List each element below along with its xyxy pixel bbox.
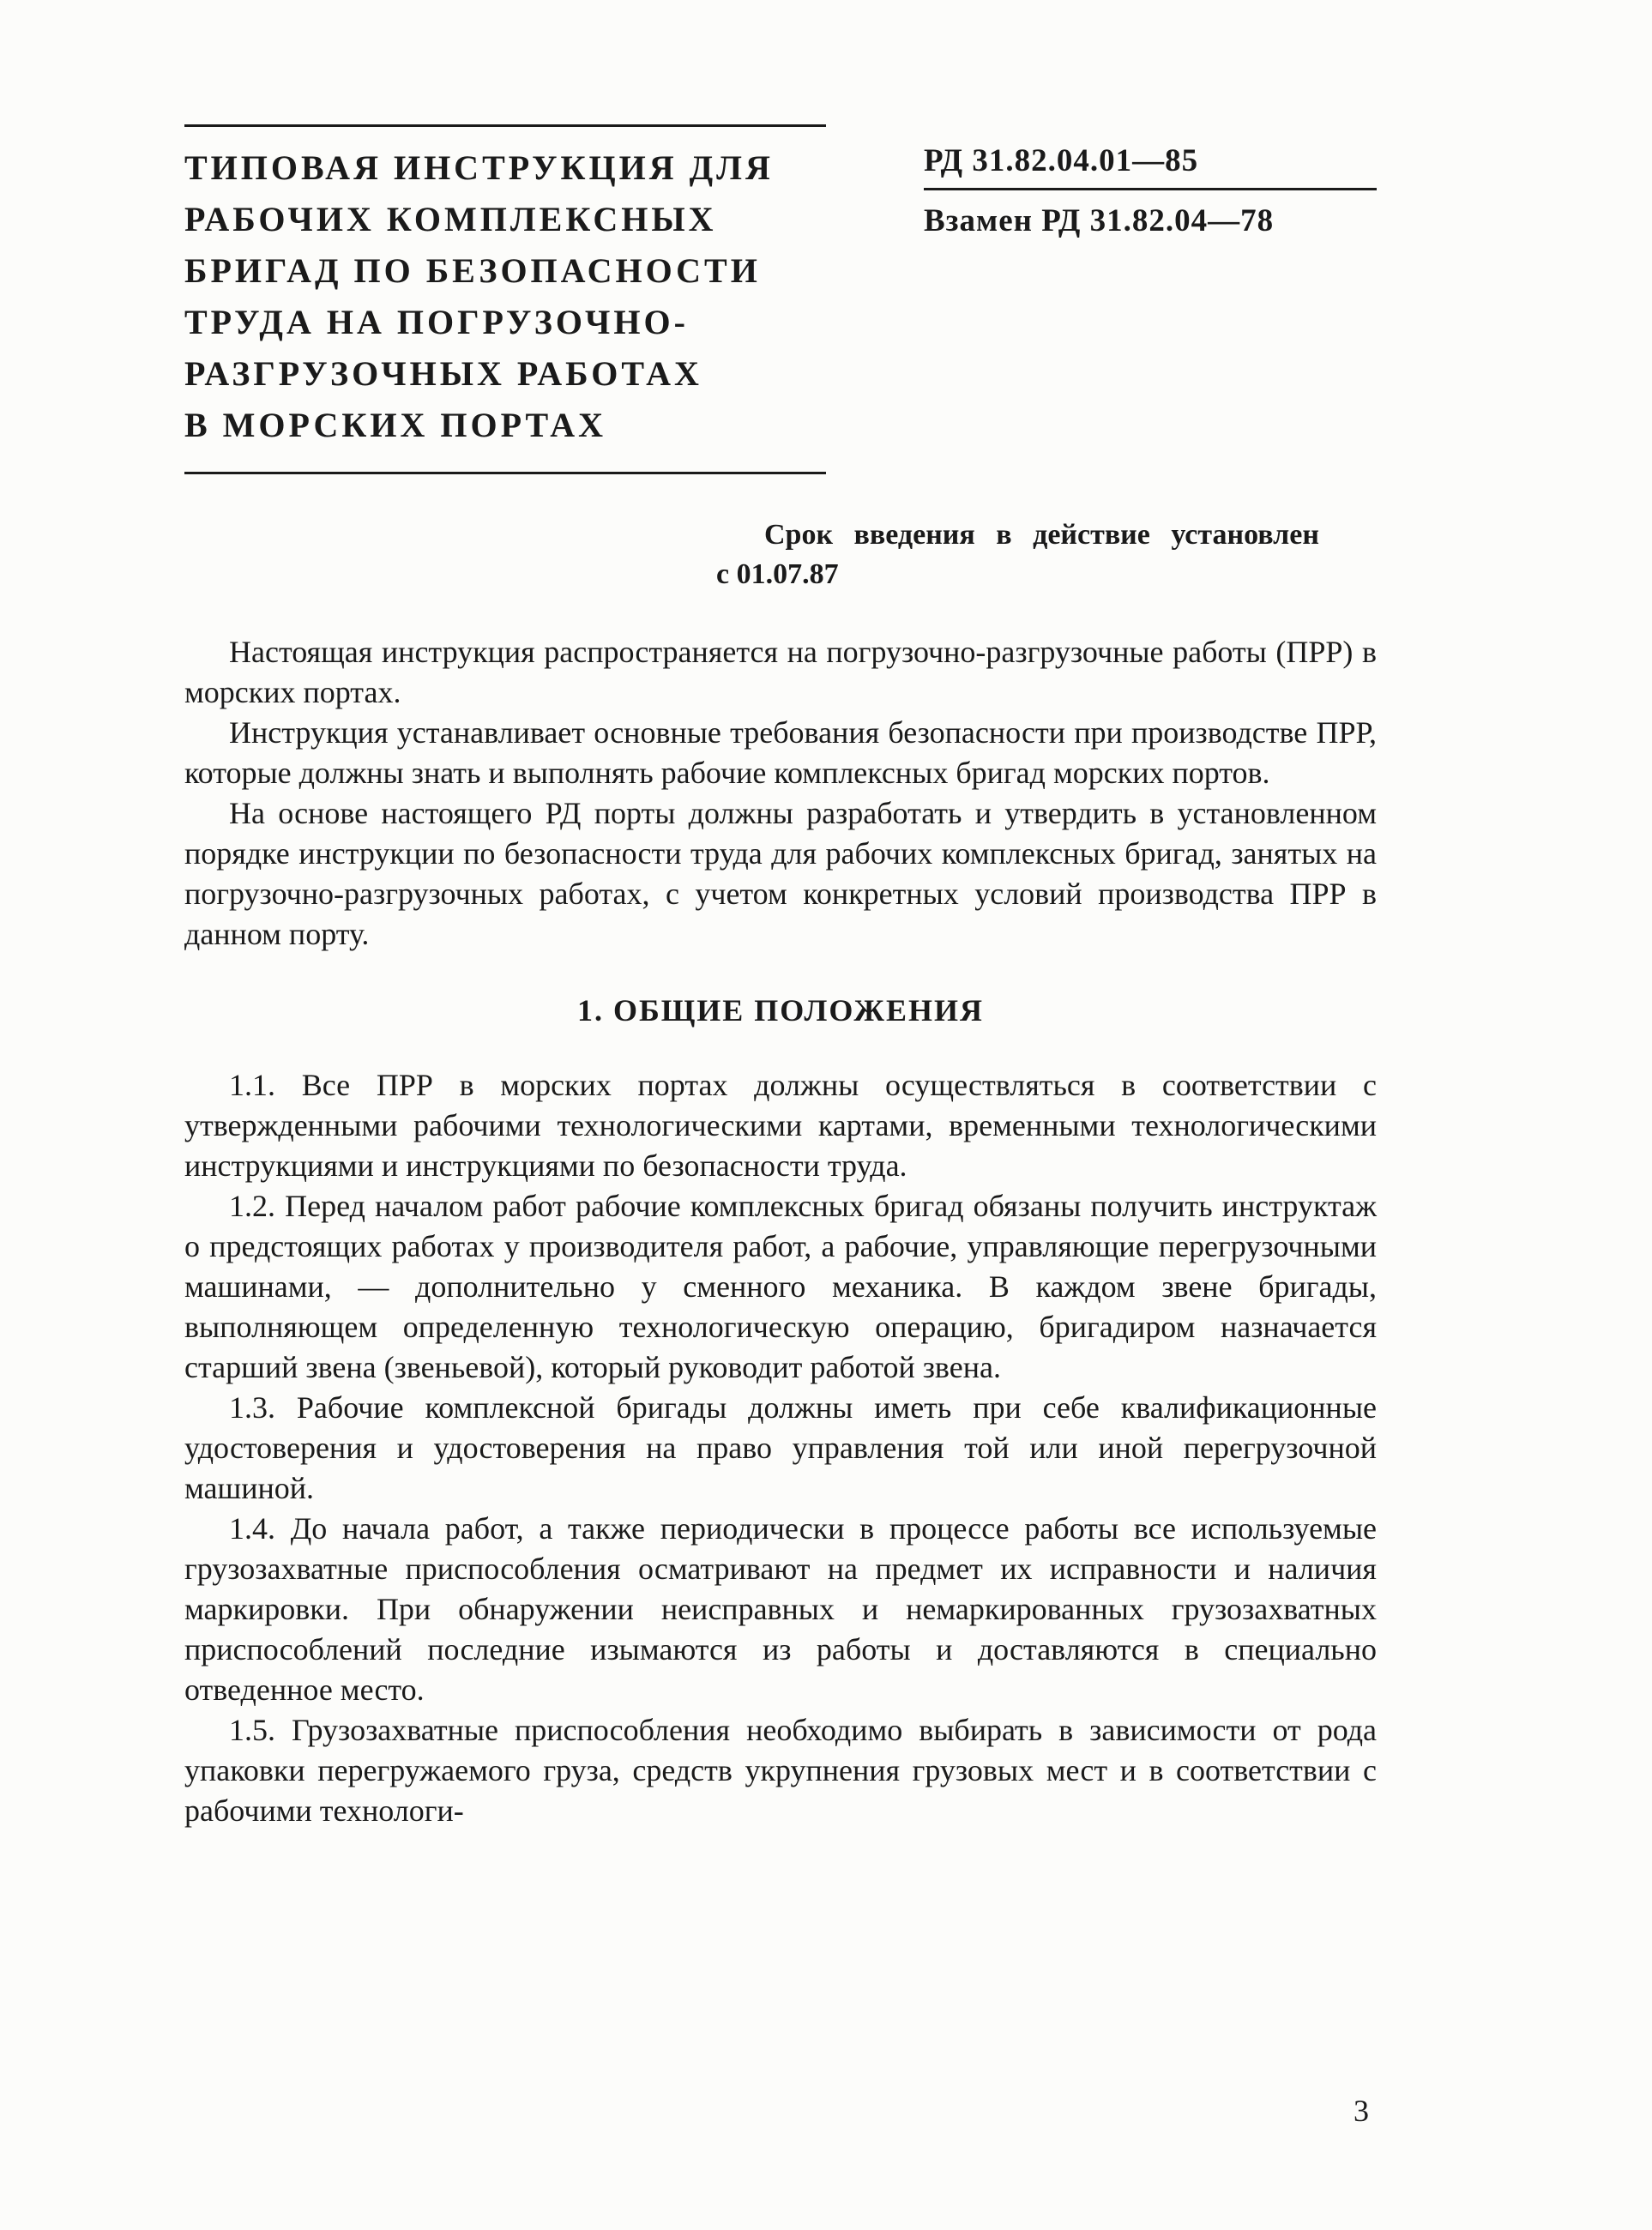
doc-replaces: Взамен РД 31.82.04—78 (924, 203, 1275, 238)
effective-date-block (716, 515, 1377, 594)
title-block (184, 124, 826, 474)
doc-title-line: РАБОЧИХ КОМПЛЕКСНЫХ (184, 200, 717, 238)
clause-1-1: 1.1. Все ПРР в морских портах должны осуществляться в соответствии с утвержденными рабочими технологическими картами, временными технологическими инструкциями и инструкциями по безопасности труда. (184, 1068, 1377, 1183)
clause-1-3: 1.3. Рабочие комплексной бригады должны иметь при себе квалификационные удостоверения и удостоверения на право управления той или иной перегрузочной машиной. (184, 1390, 1377, 1505)
clause-1-4: 1.4. До начала работ, а также периодически в процессе работы все используемые грузозахватные приспособления осматривают на предмет их исправности и наличия маркировки. При обнаружении неисправных и немаркированных грузозахватных приспособлений последние изымаются из работы и доставляются в специально отведенное место. (184, 1511, 1377, 1707)
doc-title-line: РАЗГРУЗОЧНЫХ РАБОТАХ (184, 354, 702, 393)
effective-date-line2: с 01.07.87 (716, 558, 839, 590)
doc-number: РД 31.82.04.01—85 (924, 142, 1377, 190)
document-header (184, 124, 1377, 474)
intro-paragraph-3: На основе настоящего РД порты должны разработать и утвердить в установленном порядке инструкции по безопасности труда для рабочих комплексных бригад, занятых на погрузочно-разгрузочных работах, с учетом конкретных условий производства ПРР в данном порту. (184, 796, 1377, 951)
doc-title-line: ТРУДА НА ПОГРУЗОЧНО- (184, 303, 689, 341)
effective-date-line1: Срок введения в действие установлен (764, 519, 1319, 551)
section-heading: 1. ОБЩИЕ ПОЛОЖЕНИЯ (576, 993, 985, 1028)
intro-paragraph-2: Инструкция устанавливает основные требования безопасности при производстве ПРР, которые должны знать и выполнять рабочие комплексных бригад морских портов. (184, 715, 1377, 790)
intro-paragraph-1: Настоящая инструкция распространяется на погрузочно-разгрузочные работы (ПРР) в морских портах. (184, 635, 1377, 709)
doc-title-line: БРИГАД ПО БЕЗОПАСНОСТИ (184, 251, 761, 290)
doc-meta-block (924, 124, 1377, 239)
clause-1-5: 1.5. Грузозахватные приспособления необходимо выбирать в зависимости от рода упаковки перегружаемого груза, средств укрупнения грузовых мест и в соответствии с рабочими технологи- (184, 1713, 1377, 1828)
doc-title-line: ТИПОВАЯ ИНСТРУКЦИЯ ДЛЯ (184, 148, 774, 187)
page-content (184, 124, 1377, 1831)
document-body (184, 632, 1377, 1831)
doc-title-line: В МОРСКИХ ПОРТАХ (184, 406, 606, 444)
page-number: 3 (1354, 2094, 1369, 2128)
clause-1-2: 1.2. Перед началом работ рабочие комплексных бригад обязаны получить инструктаж о предстоящих работах у производителя работ, а рабочие, управляющие перегрузочными машинами, — дополнительно у сменного механика. В каждом звене бригады, выполняющем определенную технологическую операцию, бригадиром назначается старший звена (звеньевой), который руководит работой звена. (184, 1189, 1377, 1384)
